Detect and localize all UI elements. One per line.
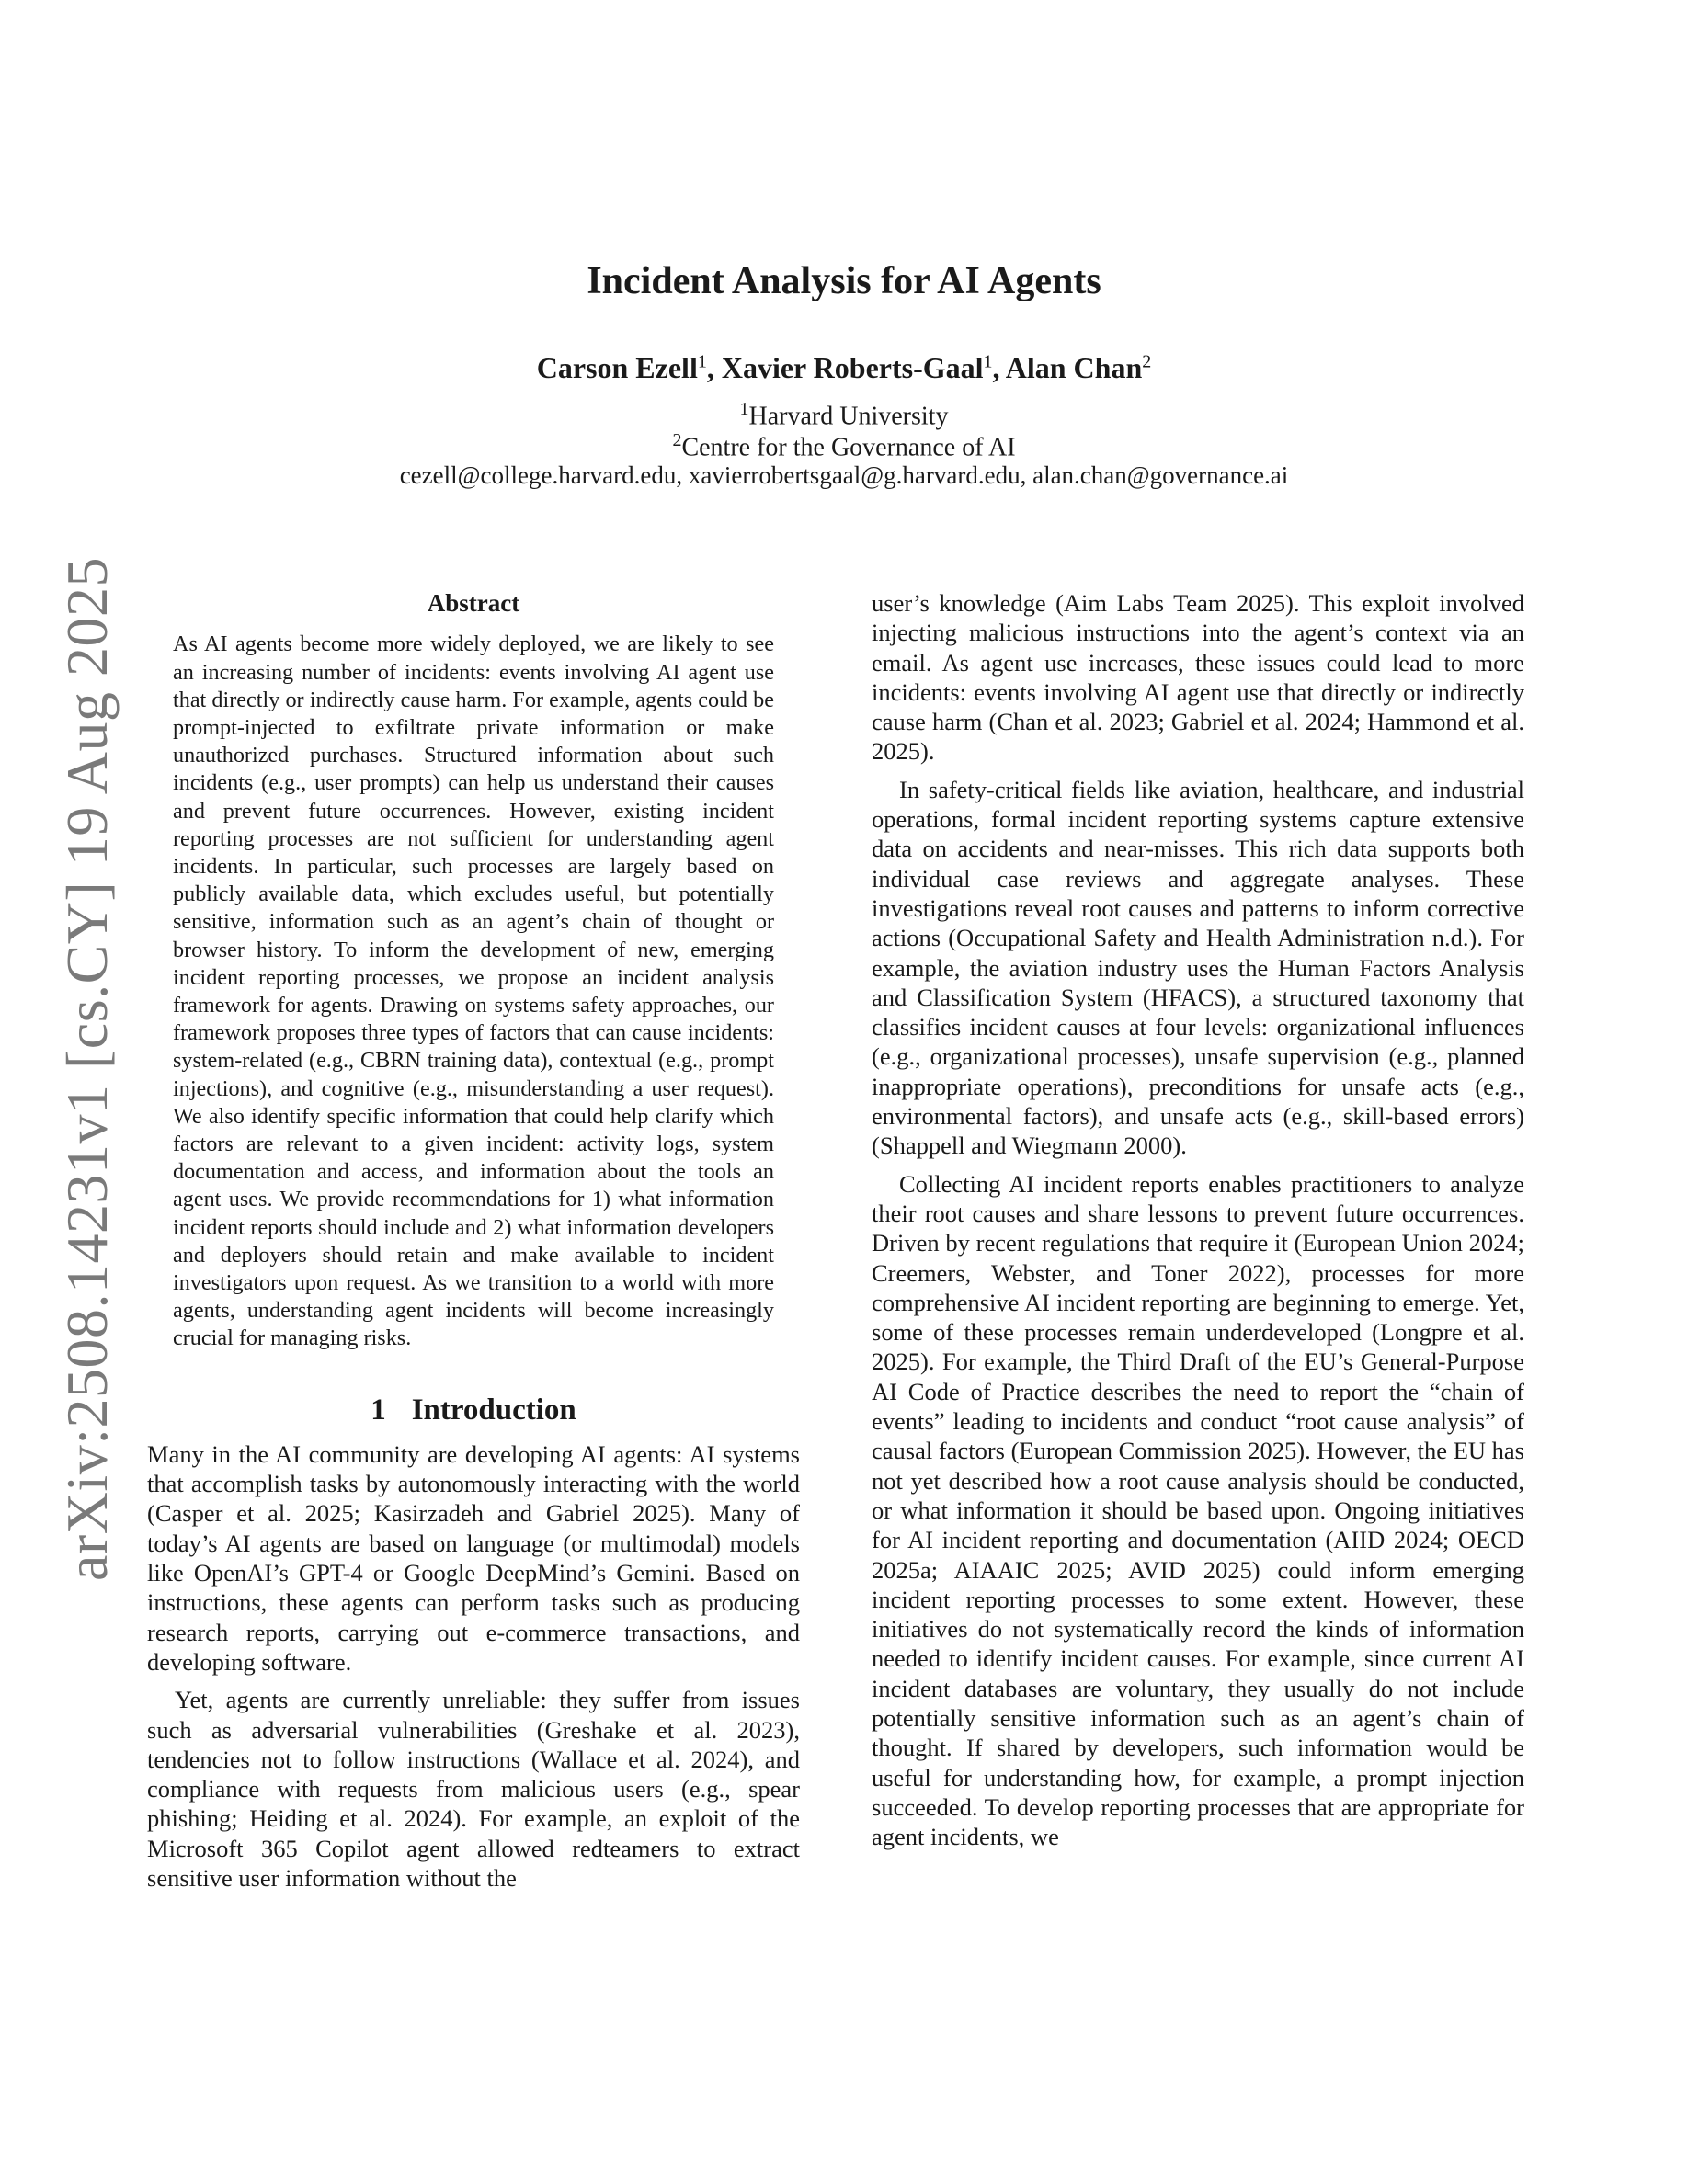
author-affiliation-mark: 2 bbox=[1142, 351, 1152, 372]
paragraph: Yet, agents are currently unreliable: they suffer from issues such as adversarial vulnerabilities (Greshake et al. 2023), tendencies not to follow instructions (Wallace et al. 2024), and compliance with requests from malicious users (e.g., spear phishing; Heiding et al. 2024). For example, an exploit of the Microsoft 365 Copilot agent allowed redteamers to extract sensitive user information without the bbox=[147, 1686, 800, 1893]
author-separator: , bbox=[706, 351, 722, 384]
left-column bbox=[147, 588, 800, 1893]
author-name: Alan Chan bbox=[1005, 351, 1143, 384]
author-list bbox=[0, 351, 1688, 385]
section-number: 1 bbox=[371, 1393, 386, 1427]
author-affiliation-mark: 1 bbox=[983, 351, 993, 372]
paragraph: user’s knowledge (Aim Labs Team 2025). This exploit involved injecting malicious instructions into the agent’s context via an email. As agent use increases, these issues could lead to more incidents: events involving AI agent use that directly or indirectly cause harm (Chan et al. 2023; Gabriel et al. 2024; Hammond et al. 2025). bbox=[872, 589, 1524, 766]
section-heading bbox=[147, 1395, 800, 1425]
section-title: Introduction bbox=[411, 1393, 576, 1427]
abstract-text: As AI agents become more widely deployed, we are likely to see an increasing number of incidents: events involving AI agent use that directly or indirectly cause harm. For example, agents could be prompt-injected to exfiltrate private information or make unauthorized purchases. Structured information about such incidents (e.g., user prompts) can help us understand their causes and prevent future occurrences. However, existing incident reporting processes are not sufficient for understanding agent incidents. In particular, such processes are largely based on publicly available data, which excludes useful, but potentially sensitive, information such as an agent’s chain of thought or browser history. To inform the development of new, emerging incident reporting processes, we propose an incident analysis framework for agents. Drawing on systems safety approaches, our framework proposes three types of factors that can cause incidents: system-related (e.g., CBRN training data), contextual (e.g., prompt injections), and cognitive (e.g., misunderstanding a user request). We also identify specific information that could help clarify which factors are relevant to a given incident: activity logs, system documentation and access, and information about the tools an agent uses. We provide recommendations for 1) what information incident reports should include and 2) what information developers and deployers should retain and make available to incident investigators upon request. As we transition to a world with more agents, understanding agent incidents will become increasingly crucial for managing risks. bbox=[173, 631, 774, 1351]
paragraph: Collecting AI incident reports enables practitioners to analyze their root causes and share lessons to prevent future occurrences. Driven by recent regulations that require it (European Union 2024; Creemers, Webster, and Toner 2022), processes for more comprehensive AI incident reporting are beginning to emerge. Yet, some of these processes remain underdeveloped (Longpre et al. 2025). For example, the Third Draft of the EU’s General-Purpose AI Code of Practice describes the need to report the “chain of events” leading to incidents and conduct “root cause analysis” of causal factors (European Commission 2025). However, the EU has not yet described how a root cause analysis should be conducted, or what information it should be based upon. Ongoing initiatives for AI incident reporting and documentation (AIID 2024; OECD 2025a; AIAAIC 2025; AVID 2025) could inform emerging incident reporting processes to some extent. However, these initiatives do not systematically record the kinds of information needed to identify incident causes. For example, since current AI incident databases are voluntary, they usually do not include potentially sensitive information such as an agent’s chain of thought. If shared by developers, such information would be useful for understanding how, for example, a prompt injection succeeded. To develop reporting processes that are appropriate for agent incidents, we bbox=[872, 1169, 1524, 1851]
affiliation bbox=[0, 399, 1688, 431]
right-column bbox=[872, 588, 1524, 1851]
affiliation bbox=[0, 430, 1688, 462]
author-separator: , bbox=[992, 351, 1006, 384]
paragraph: In safety-critical fields like aviation, healthcare, and industrial operations, formal incident reporting systems capture extensive data on accidents and near-misses. This rich data supports both individual case reviews and aggregate analyses. These investigations reveal root causes and patterns to inform corrective actions (Occupational Safety and Health Administration n.d.). For example, the aviation industry uses the Human Factors Analysis and Classification System (HFACS), a structured taxonomy that classifies incident causes at four levels: organizational influences (e.g., organizational processes), unsafe supervision (e.g., planned inappropriate operations), preconditions for unsafe acts (e.g., environmental factors), and unsafe acts (e.g., skill-based errors) (Shappell and Wiegmann 2000). bbox=[872, 775, 1524, 1160]
author-name: Xavier Roberts-Gaal bbox=[721, 351, 984, 384]
affiliation-name: Harvard University bbox=[748, 402, 949, 431]
affiliation-mark: 2 bbox=[672, 430, 682, 450]
author-affiliation-mark: 1 bbox=[697, 351, 707, 372]
author-name: Carson Ezell bbox=[536, 351, 698, 384]
paragraph: Many in the AI community are developing AI agents: AI systems that accomplish tasks by autonomously interacting with the world (Casper et al. 2025; Kasirzadeh and Gabriel 2025). Many of today’s AI agents are based on language (or multimodal) models like OpenAI’s GPT-4 or Google DeepMind’s Gemini. Based on instructions, these agents can perform tasks such as producing research reports, carrying out e-commerce transactions, and developing software. bbox=[147, 1439, 800, 1676]
paper-title: Incident Analysis for AI Agents bbox=[587, 260, 1101, 302]
affiliation-mark: 1 bbox=[739, 399, 749, 419]
author-emails: cezell@college.harvard.edu, xavierrobertsgaal@g.harvard.edu, alan.chan@governance.ai bbox=[399, 461, 1289, 489]
arxiv-identifier: arXiv:2508.14231v1 [cs.CY] 19 Aug 2025 bbox=[54, 556, 120, 1581]
abstract-heading: Abstract bbox=[427, 589, 520, 617]
affiliation-name: Centre for the Governance of AI bbox=[681, 433, 1016, 462]
